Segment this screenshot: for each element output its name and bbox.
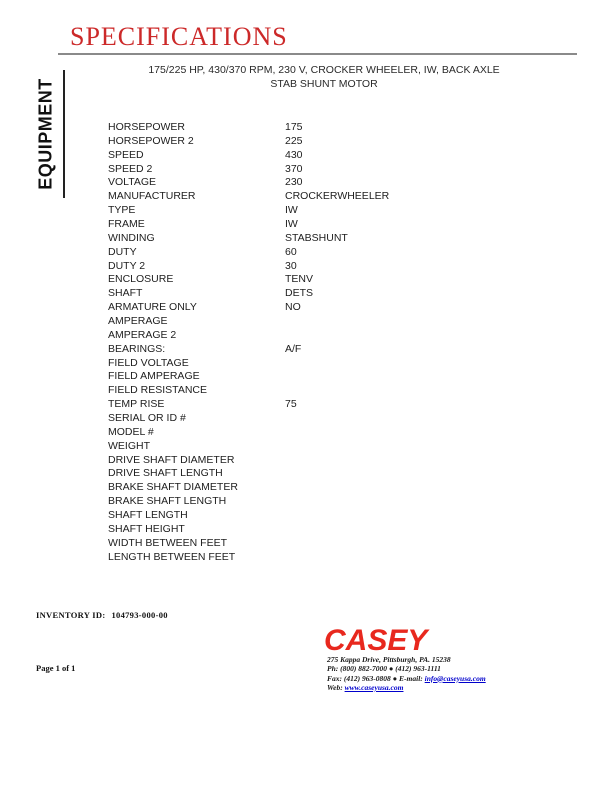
spec-label: DRIVE SHAFT DIAMETER <box>108 453 235 466</box>
spec-value <box>285 509 548 523</box>
spec-value <box>285 481 548 495</box>
spec-row <box>108 357 548 371</box>
spec-label: FIELD RESISTANCE <box>108 384 207 397</box>
spec-label: FIELD VOLTAGE <box>108 356 189 369</box>
spec-label: TYPE <box>108 204 136 217</box>
spec-value: 75 <box>285 398 297 411</box>
spec-value <box>285 329 548 343</box>
spec-value <box>285 384 548 398</box>
page-title: SPECIFICATIONS <box>70 22 288 51</box>
spec-row <box>108 412 548 426</box>
spec-label: BRAKE SHAFT DIAMETER <box>108 481 238 494</box>
spec-row <box>108 204 548 218</box>
spec-value: 370 <box>285 162 303 175</box>
spec-row <box>108 343 548 357</box>
spec-label: FIELD AMPERAGE <box>108 370 200 383</box>
spec-row <box>108 481 548 495</box>
web-prefix: Web: <box>327 682 345 692</box>
spec-row <box>108 246 548 260</box>
spec-row <box>108 454 548 468</box>
spec-label: SHAFT HEIGHT <box>108 522 185 535</box>
spec-label: FRAME <box>108 218 145 231</box>
spec-label: HORSEPOWER 2 <box>108 134 194 147</box>
spec-row <box>108 384 548 398</box>
spec-label: TEMP RISE <box>108 398 165 411</box>
inventory-id <box>36 610 168 620</box>
equipment-sidebar <box>30 70 62 198</box>
spec-label: SHAFT <box>108 287 143 300</box>
spec-label: MODEL # <box>108 425 154 438</box>
contact-web <box>327 683 486 692</box>
inventory-id-value: 104793-000-00 <box>111 610 168 620</box>
spec-value <box>285 370 548 384</box>
spec-value: 60 <box>285 245 297 258</box>
inventory-id-label: INVENTORY ID: <box>36 610 106 620</box>
spec-label: DRIVE SHAFT LENGTH <box>108 467 223 480</box>
spec-row <box>108 260 548 274</box>
spec-value <box>285 440 548 454</box>
spec-value: 430 <box>285 148 303 161</box>
spec-row <box>108 329 548 343</box>
spec-row <box>108 551 548 565</box>
spec-value <box>285 412 548 426</box>
website-link[interactable]: www.caseyusa.com <box>344 682 404 692</box>
spec-value: TENV <box>285 273 314 286</box>
spec-row <box>108 426 548 440</box>
spec-value: STABSHUNT <box>285 231 348 244</box>
spec-row <box>108 135 548 149</box>
spec-row <box>108 523 548 537</box>
contact-address: 275 Kappa Drive, Pittsburgh, PA. 15238 <box>327 655 451 664</box>
spec-value <box>285 454 548 468</box>
spec-row <box>108 301 548 315</box>
spec-label: AMPERAGE <box>108 315 168 328</box>
spec-value: 30 <box>285 259 297 272</box>
spec-label: ENCLOSURE <box>108 273 174 286</box>
spec-row <box>108 509 548 523</box>
spec-row <box>108 440 548 454</box>
spec-value: A/F <box>285 342 302 355</box>
spec-value <box>285 551 548 565</box>
spec-row <box>108 467 548 481</box>
subtitle-line-2: STAB SHUNT MOTOR <box>270 78 378 90</box>
spec-label: AMPERAGE 2 <box>108 328 177 341</box>
spec-value: 175 <box>285 121 303 133</box>
spec-label: SPEED 2 <box>108 162 153 175</box>
spec-value <box>285 537 548 551</box>
contact-fax-email <box>327 674 486 683</box>
spec-row <box>108 121 548 135</box>
equipment-subtitle <box>110 63 538 91</box>
spec-value <box>285 357 548 371</box>
spec-label: SPEED <box>108 148 144 161</box>
page-number: Page 1 of 1 <box>36 663 76 673</box>
spec-row <box>108 232 548 246</box>
spec-value: 230 <box>285 176 303 189</box>
spec-row <box>108 370 548 384</box>
spec-row <box>108 149 548 163</box>
spec-row <box>108 495 548 509</box>
spec-value <box>285 495 548 509</box>
spec-label: WIDTH BETWEEN FEET <box>108 536 227 549</box>
contact-phone: Ph: (800) 882-7000 ● (412) 963-1111 <box>327 664 441 674</box>
fax-email-prefix: Fax: (412) 963-0808 ● E-mail: <box>327 673 425 683</box>
contact-block <box>327 655 486 692</box>
spec-value <box>285 426 548 440</box>
title-underline <box>58 53 577 55</box>
spec-row <box>108 273 548 287</box>
spec-row <box>108 218 548 232</box>
spec-label: BEARINGS: <box>108 342 166 355</box>
spec-value: CROCKERWHEELER <box>285 190 390 203</box>
spec-label: LENGTH BETWEEN FEET <box>108 550 236 563</box>
spec-value: 225 <box>285 134 303 147</box>
spec-label: SERIAL OR ID # <box>108 412 186 425</box>
spec-label: HORSEPOWER <box>108 121 186 133</box>
spec-label: MANUFACTURER <box>108 190 196 203</box>
spec-row <box>108 163 548 177</box>
spec-row <box>108 176 548 190</box>
spec-value: IW <box>285 204 298 217</box>
spec-value <box>285 523 548 537</box>
equipment-label: EQUIPMENT <box>35 78 56 190</box>
spec-value: DETS <box>285 287 314 300</box>
spec-label: WEIGHT <box>108 439 150 452</box>
spec-label: ARMATURE ONLY <box>108 301 197 314</box>
spec-table <box>108 121 548 565</box>
spec-label: SHAFT LENGTH <box>108 509 188 522</box>
spec-row <box>108 190 548 204</box>
spec-value: NO <box>285 301 301 314</box>
spec-row <box>108 287 548 301</box>
spec-value <box>285 315 548 329</box>
subtitle-line-1: 175/225 HP, 430/370 RPM, 230 V, CROCKER WHEELER, IW, BACK AXLE <box>148 64 500 76</box>
spec-label: VOLTAGE <box>108 176 157 189</box>
email-link[interactable]: info@caseyusa.com <box>424 673 486 683</box>
casey-logo: CASEY <box>324 624 428 657</box>
spec-value: IW <box>285 218 298 231</box>
spec-label: WINDING <box>108 231 155 244</box>
spec-row <box>108 398 548 412</box>
equipment-rule <box>63 70 65 198</box>
spec-label: BRAKE SHAFT LENGTH <box>108 495 227 508</box>
spec-row <box>108 315 548 329</box>
spec-label: DUTY 2 <box>108 259 146 272</box>
spec-label: DUTY <box>108 245 137 258</box>
spec-row <box>108 537 548 551</box>
spec-value <box>285 467 548 481</box>
